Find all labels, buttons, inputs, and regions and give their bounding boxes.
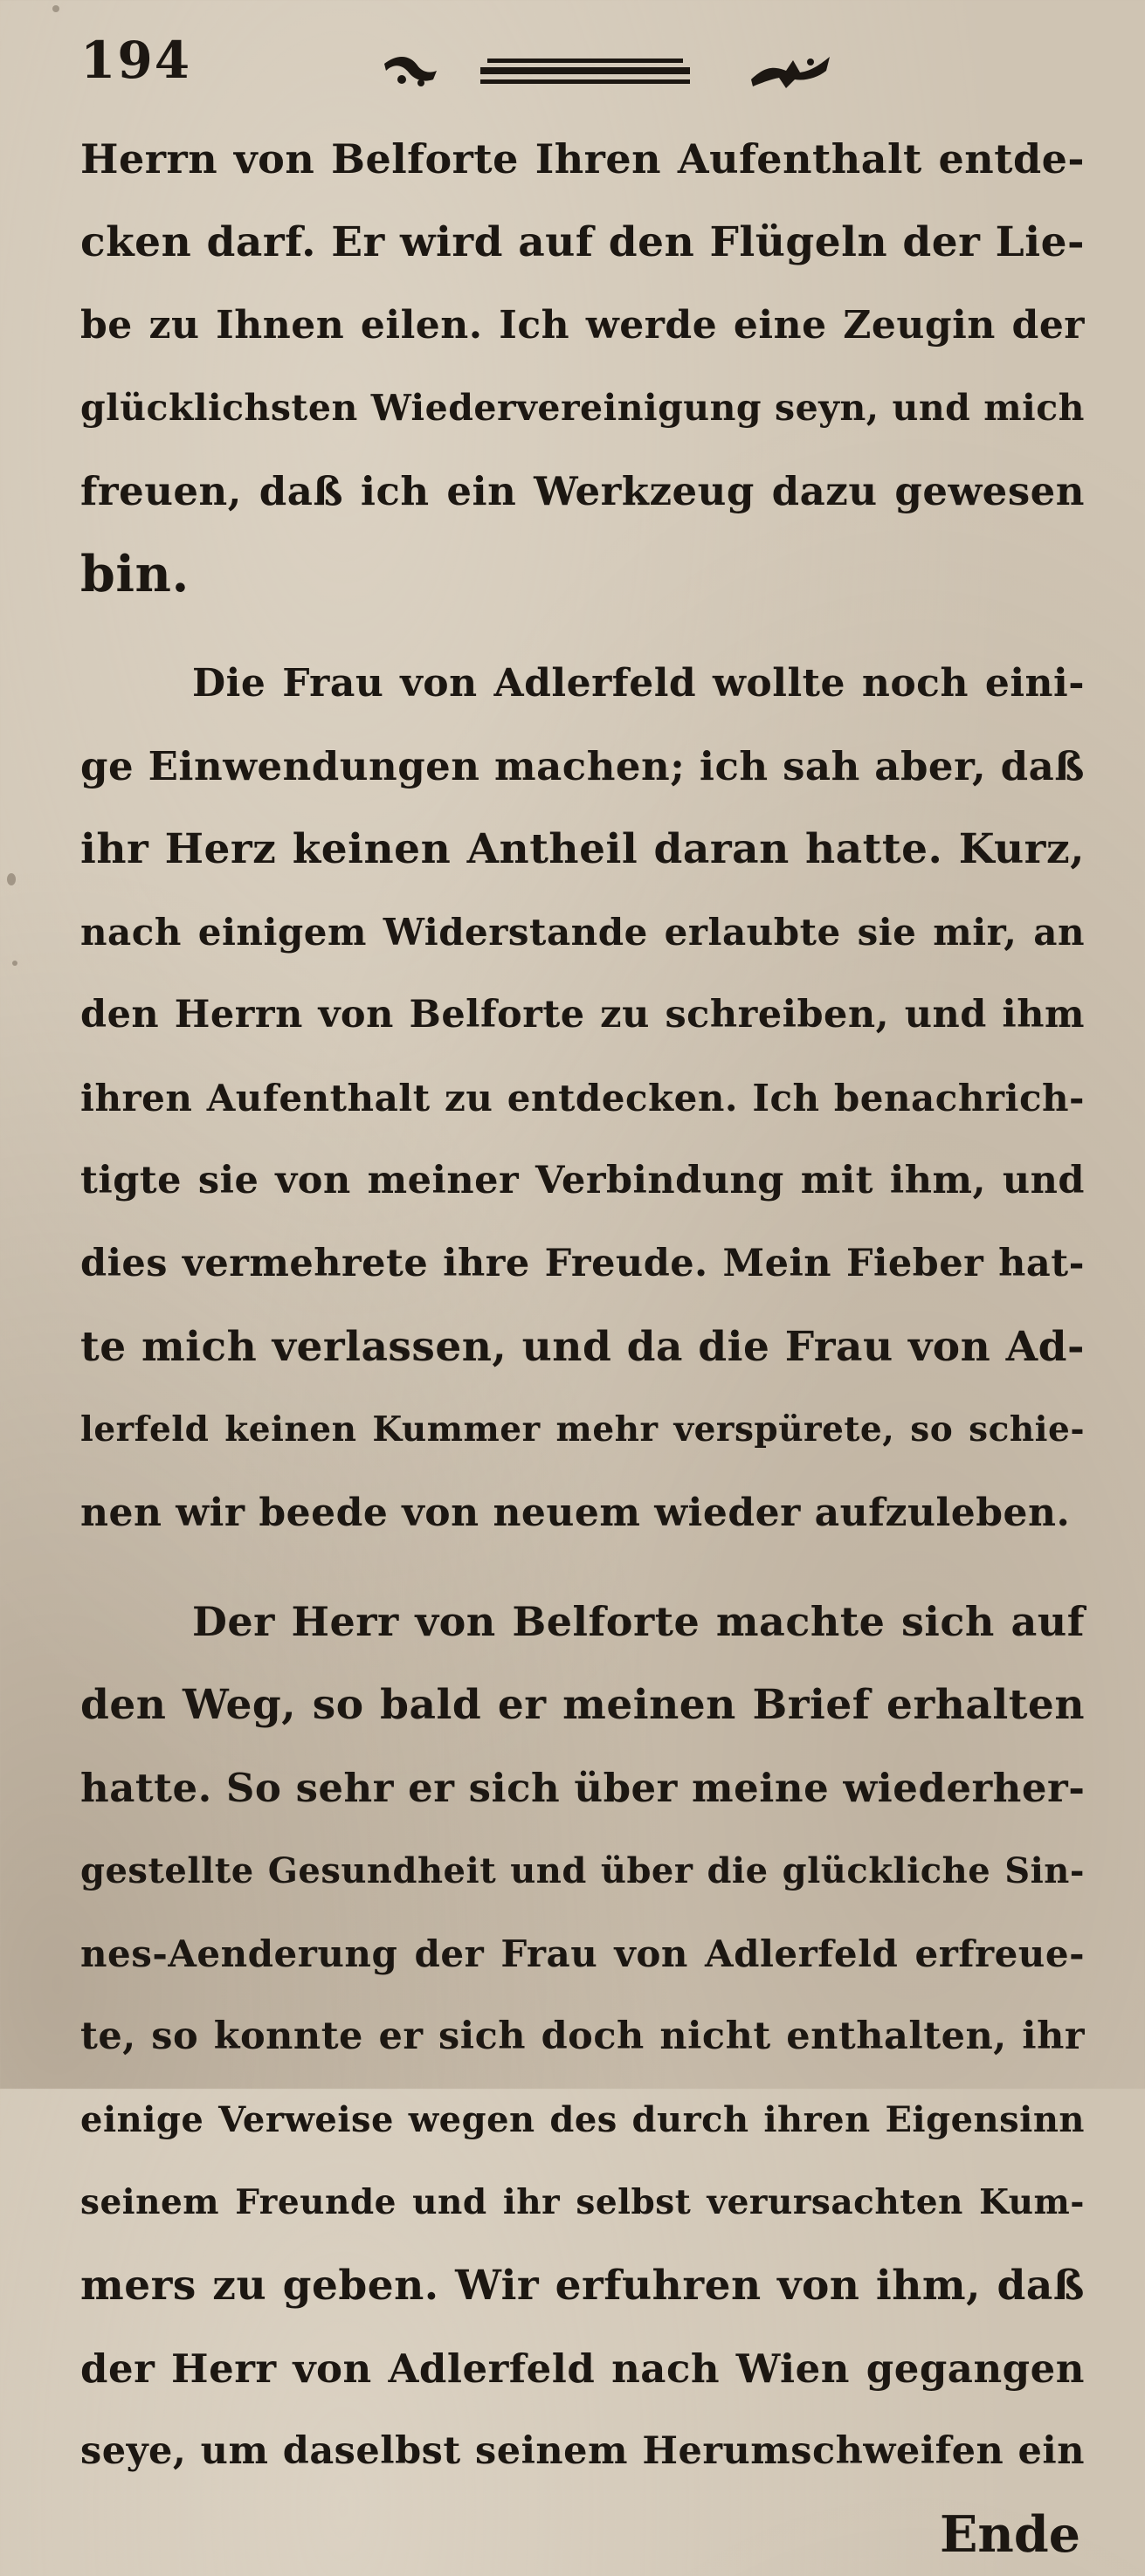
text-line: ge Einwendungen machen; ich sah aber, daß [80,743,1085,789]
page-stain [52,5,59,12]
text-line: bin. [80,545,190,603]
text-line: glücklichsten Wiedervereinigung seyn, und mich [80,387,1085,429]
ornament-rule-icon [376,45,865,97]
text-line: nen wir beede von neuem wieder aufzuleben. [80,1491,1071,1535]
text-line: ihren Aufenthalt zu entdecken. Ich benachrich- [80,1077,1085,1119]
page-stain [12,961,17,966]
text-line: tigte sie von meiner Verbindung mit ihm, und [80,1159,1085,1202]
text-line: gestellte Gesundheit und über die glückliche Sin- [80,1850,1085,1891]
text-line: lerfeld keinen Kummer mehr verspürete, so schie- [80,1409,1085,1450]
page-number: 194 [80,31,192,90]
text-line: hatte. So sehr er sich über meine wiederher- [80,1765,1086,1811]
paragraph-gap [80,616,1085,642]
text-line: mers zu geben. Wir erfuhren von ihm, daß [80,2262,1085,2310]
paragraph [80,1581,1085,2493]
text-line: einige Verweise wegen des durch ihren Eigensinn [80,2099,1085,2140]
text-line: te mich verlassen, und da die Frau von Ad- [80,1323,1085,1371]
catchword: Ende [939,2505,1080,2564]
text-line: be zu Ihnen eilen. Ich werde eine Zeugin der [80,303,1085,348]
text-line: te, so konnte er sich doch nicht enthalten, ihr [80,2015,1085,2058]
text-line: der Herr von Adlerfeld nach Wien gegangen [80,2345,1085,2392]
text-line: den Herrn von Belforte zu schreiben, und ihm [80,993,1085,1037]
text-line: Die Frau von Adlerfeld wollte noch eini- [192,661,1085,706]
page-header [80,31,1067,100]
text-line: den Weg, so bald er meinen Brief erhalten [80,1681,1085,1729]
text-line: freuen, daß ich ein Werkzeug dazu gewesen [80,468,1085,514]
page-stain [7,873,16,885]
text-line: seye, um daselbst seinem Herumschweifen ein [80,2429,1085,2473]
paragraph [80,118,1085,616]
text-body [80,118,1085,2576]
text-line: dies vermehrete ihre Freude. Mein Fieber hat- [80,1242,1085,1285]
paragraph [80,642,1085,1554]
text-line: nach einigem Widerstande erlaubte sie mir, an [80,911,1085,954]
text-line: nes-Aenderung der Frau von Adlerfeld erfreue- [80,1932,1085,1975]
paragraph-gap [80,1554,1085,1581]
text-line: ihr Herz keinen Antheil daran hatte. Kurz, [80,825,1085,873]
text-line: cken darf. Er wird auf den Flügeln der Lie- [80,218,1085,266]
text-line: Der Herr von Belforte machte sich auf [192,1598,1085,1645]
text-line: Herrn von Belforte Ihren Aufenthalt entde- [80,135,1085,183]
text-line: seinem Freunde und ihr selbst verursachten Kum- [80,2182,1085,2222]
